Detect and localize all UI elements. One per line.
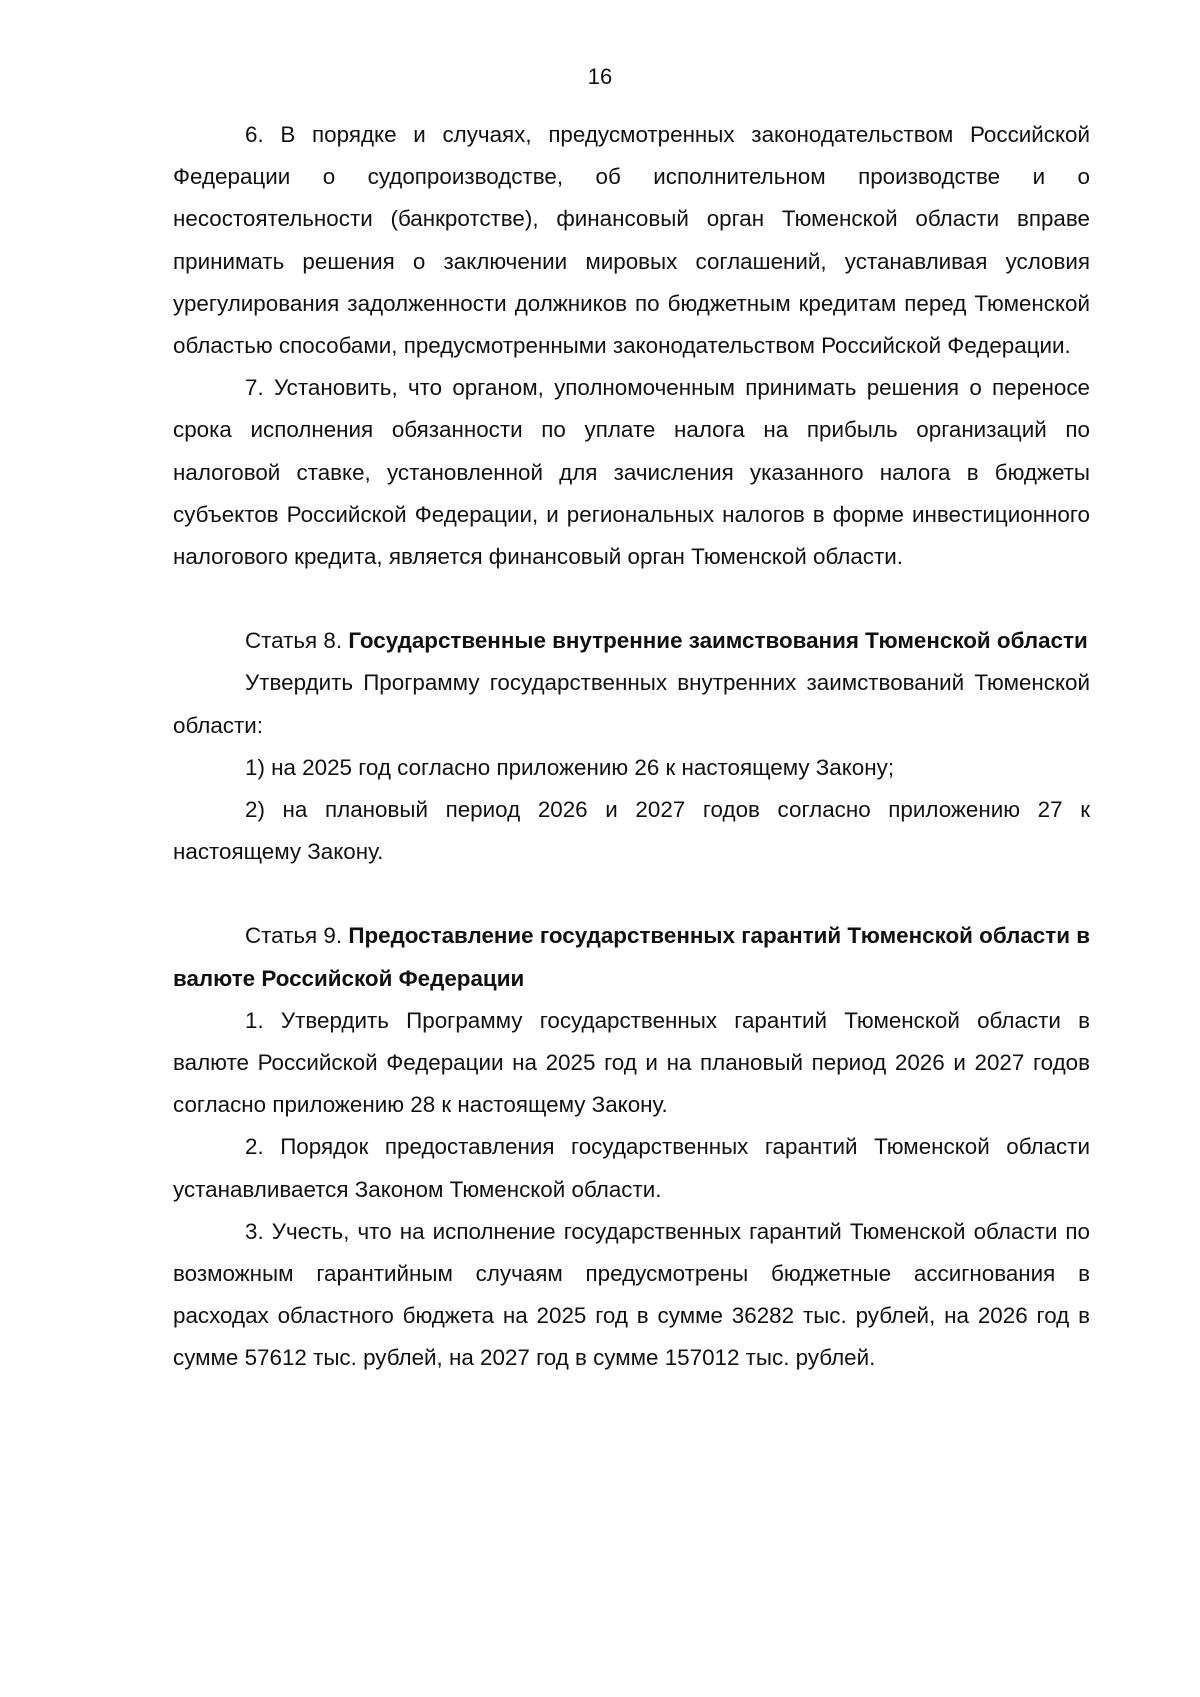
article-9-title: Предоставление государственных гарантий Тюменской области в валюте Российской Федерации — [173, 923, 1090, 991]
document-body — [173, 114, 1090, 1380]
article-9-paragraph-1: 1. Утвердить Программу государственных гарантий Тюменской области в валюте Российской Федерации на 2025 год и на плановый период 2026 и 2027 годов согласно приложению 28 к настоящему Закону. — [173, 1007, 1090, 1118]
article-8-item-2: 2) на плановый период 2026 и 2027 годов согласно приложению 27 к настоящему Закону. — [173, 797, 1090, 865]
article-8-heading — [173, 620, 1090, 662]
article-9-paragraph-2: 2. Порядок предоставления государственных гарантий Тюменской области устанавливается Законом Тюменской области. — [173, 1134, 1090, 1202]
section-spacer — [173, 873, 1090, 915]
article-8-item-1: 1) на 2025 год согласно приложению 26 к настоящему Закону; — [245, 754, 895, 780]
article-8-label: Статья 8. — [245, 628, 343, 654]
article-9-label: Статья 9. — [245, 923, 343, 949]
article-8-title: Государственные внутренние заимствования Тюменской области — [348, 628, 1088, 654]
article-8-intro: Утвердить Программу государственных внутренних заимствований Тюменской области: — [173, 670, 1090, 738]
article-9-heading — [173, 915, 1090, 999]
article-9-paragraph-3: 3. Учесть, что на исполнение государственных гарантий Тюменской области по возможным гарантийным случаям предусмотрены бюджетные ассигнования в расходах областного бюджета на 2025 год в сумме 36282 тыс. рублей, на 2026 год в сумме 57612 тыс. рублей, на 2027 год в сумме 157012 тыс. рублей. — [173, 1218, 1090, 1371]
paragraph-7: 7. Установить, что органом, уполномоченным принимать решения о переносе срока исполнения обязанности по уплате налога на прибыль организаций по налоговой ставке, установленной для зачисления указанного налога в бюджеты субъектов Российской Федерации, и региональных налогов в форме инвестиционного налогового кредита, является финансовый орган Тюменской области. — [173, 375, 1090, 570]
page-number: 16 — [587, 64, 613, 89]
paragraph-6: 6. В порядке и случаях, предусмотренных законодательством Российской Федерации о судопроизводстве, об исполнительном производстве и о несостоятельности (банкротстве), финансовый орган Тюменской области вправе принимать решения о заключении мировых соглашений, устанавливая условия урегулирования задолженности должников по бюджетным кредитам перед Тюменской областью способами, предусмотренными законодательством Российской Федерации. — [173, 122, 1090, 359]
section-spacer — [173, 578, 1090, 620]
